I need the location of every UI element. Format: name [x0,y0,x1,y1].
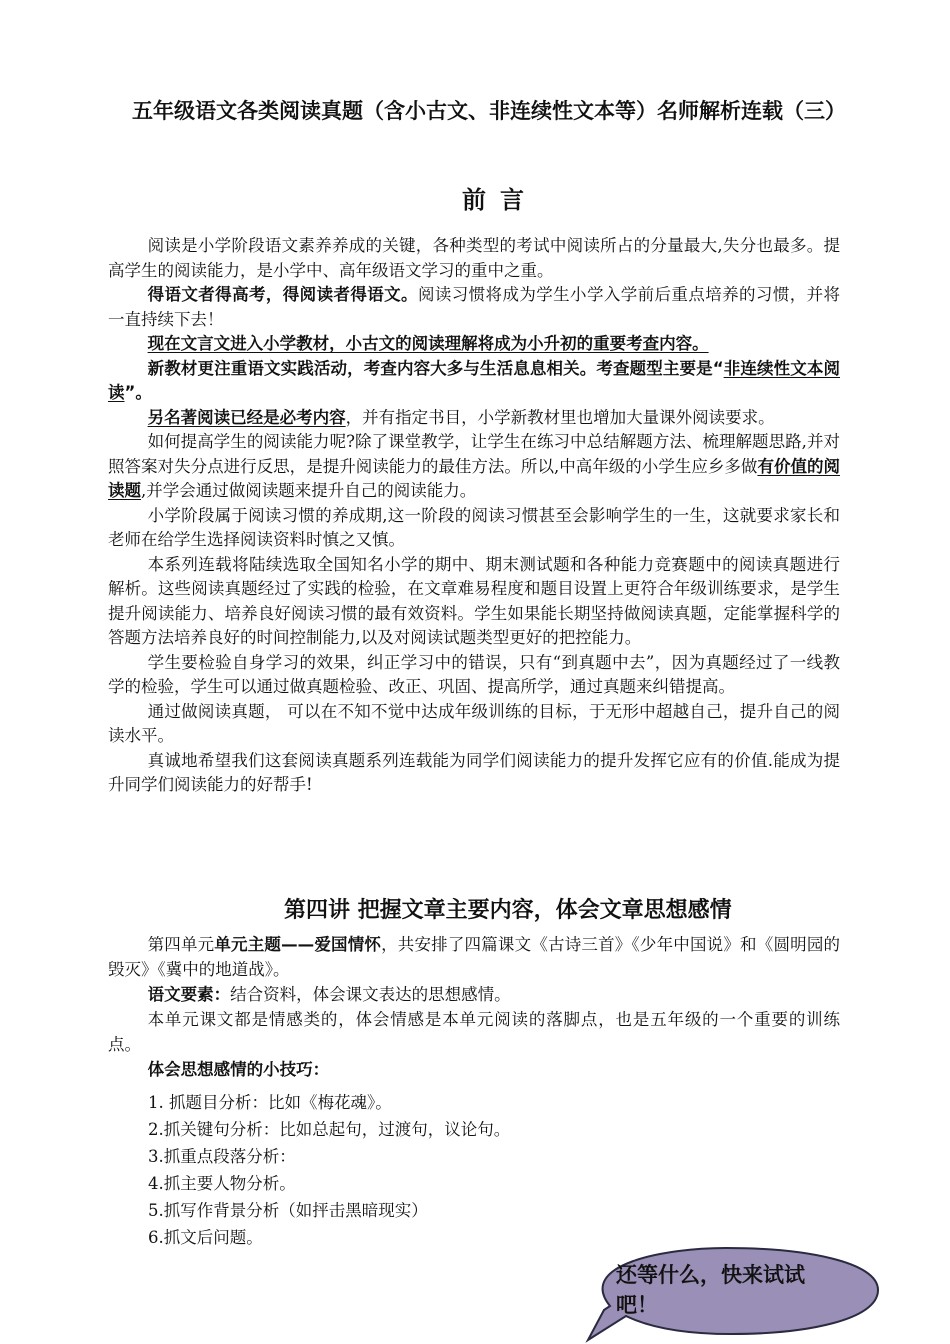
underlined-term: 有价值的阅读题 [108,456,841,500]
list-item: 5.抓写作背景分析（如抨击黑暗现实） [148,1201,428,1220]
preface-paragraph-9: 学生要检验自身学习的效果，纠正学习中的错误，只有“到真题中去”，因为真题经过了一线教学的检验，学生可以通过做真题检验、改正、巩固、提高所学，通过真题来纠错提高。 [108,652,840,696]
preface-paragraph-6 [108,430,840,504]
underlined-bold-statement: 现在文言文进入小学教材，小古文的阅读理解将成为小升初的重要考查内容。 [147,334,709,353]
paragraph-text: 第四单元 [147,935,215,954]
tips-list [148,1089,510,1251]
preface-paragraph-11: 真诚地希望我们这套阅读真题系列连载能为同学们阅读能力的提升发挥它应有的价值.能成为提升同学们阅读能力的好帮手! [108,750,840,794]
bold-label: 体会思想感情的小技巧： [147,1060,330,1079]
preface-paragraph-2 [108,283,840,332]
paragraph-text: ，并有指定书目，小学新教材里也增加大量课外阅读要求。 [345,407,775,427]
preface-paragraph-3 [108,332,840,357]
list-item: 2.抓关键句分析：比如总起句，过渡句，议论句。 [148,1120,511,1139]
bold-statement-end: ”。 [124,383,152,402]
paragraph-text: ,并学会通过做阅读题来提升自己的阅读能力。 [141,481,477,500]
unit-paragraph-4 [108,1057,840,1082]
preface-body [108,234,840,798]
list-item: 4.抓主要人物分析。 [148,1174,296,1193]
bold-slogan: 得语文者得高考，得阅读者得语文。 [147,285,418,304]
bold-label: 语文要素： [147,985,231,1004]
preface-heading: 前言 [462,186,538,214]
paragraph-text: 如何提高学生的阅读能力呢?除了课堂教学，让学生在练习中总结解题方法、梳理解题思路,并对照答案对失分点进行反思，是提升阅读能力的最佳方法。所以,中高年级的小学生应乡多做 [108,432,840,476]
lecture-heading: 第四讲 把握文章主要内容，体会文章思想感情 [284,898,732,923]
paragraph-text: 阅读习惯将成为学生小学入学前后重点培养的习惯，并将一直持续下去！ [108,285,841,329]
list-item: 6.抓文后问题。 [148,1228,263,1247]
document-title: 五年级语文各类阅读真题（含小古文、非连续性文本等）名师解析连载（三） [132,99,846,123]
underlined-term: 非连续性文本阅读 [108,358,840,402]
bubble-text: 还等什么，快来试试吧！ [616,1263,805,1317]
bold-statement: 新教材更注重语文实践活动，考查内容大多与生活息息相关。考查题型主要是“ [147,358,724,378]
preface-paragraph-4 [108,357,840,406]
paragraph-text: ，共安排了四篇课文《古诗三首》《少年中国说》和《圆明园的毁灭》《冀中的地道战》。 [108,935,841,979]
speech-bubble [556,1244,882,1344]
unit-paragraph-3: 本单元课文都是情感类的，体会情感是本单元阅读的落脚点，也是五年级的一个重要的训练点。 [108,1010,840,1054]
preface-paragraph-7: 小学阶段属于阅读习惯的养成期,这一阶段的阅读习惯甚至会影响学生的一生，这就要求家长和老师在给学生选择阅读资料时慎之又慎。 [108,505,840,549]
list-item: 1. 抓题目分析：比如《梅花魂》。 [148,1093,392,1112]
list-item: 3.抓重点段落分析： [148,1147,296,1166]
unit-paragraph-2 [108,982,840,1007]
preface-paragraph-1: 阅读是小学阶段语文素养养成的关键，各种类型的考试中阅读所占的分量最大,失分也最多。提高学生的阅读能力，是小学中、高年级语文学习的重中之重。 [108,236,840,280]
preface-paragraph-8: 本系列连载将陆续选取全国知名小学的期中、期末测试题和各种能力竞赛题中的阅读真题进行解析。这些阅读真题经过了实践的检验，在文章难易程度和题目设置上更符合年级训练要求，是学生提升阅读能力、培养良好阅读习惯的最有效资料。学生如果能长期坚持做阅读真题，定能掌握科学的答题方法培养良好的时间控制能力,以及对阅读试题类型更好的把控能力。 [108,554,840,647]
preface-paragraph-10: 通过做阅读真题， 可以在不知不觉中达成年级训练的目标，于无形中超越自己，提升自己的阅读水平。 [108,701,840,745]
underlined-bold-statement: 另名著阅读已经是必考内容 [147,407,346,427]
unit-paragraph-1 [108,932,840,982]
unit-theme: 单元主题——爱国情怀 [214,935,382,954]
preface-paragraph-5 [108,406,840,431]
unit-intro [108,932,840,1082]
paragraph-text: 结合资料，体会课文表达的思想感情。 [230,985,511,1004]
